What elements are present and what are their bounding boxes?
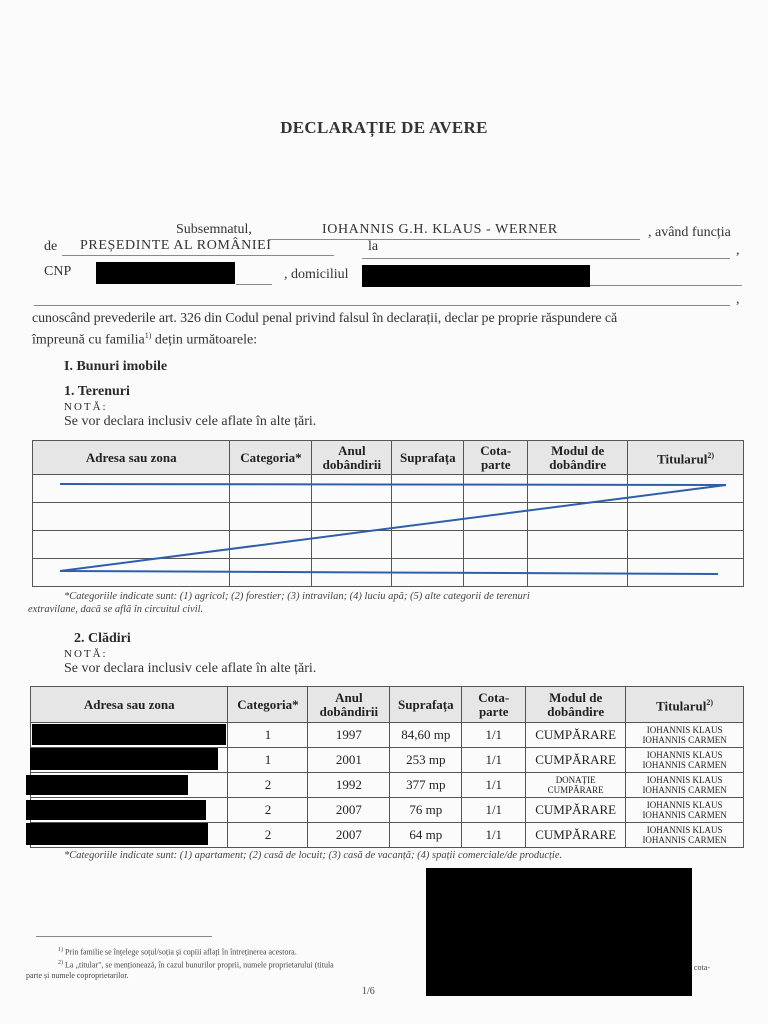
- col-adresa: Adresa sau zona: [33, 441, 230, 475]
- footnote-separator: [36, 936, 212, 937]
- address-continuation-underline: [34, 305, 730, 306]
- col-categoria: Categoria*: [230, 441, 312, 475]
- terenuri-strikethrough-z: [32, 470, 744, 586]
- cell-categoria: 2: [228, 798, 308, 823]
- domiciliul-underline: [590, 285, 742, 286]
- terenuri-nota-label: NOTĂ:: [64, 401, 108, 413]
- cell-anul: 2007: [308, 823, 390, 848]
- cell-suprafata: 84,60 mp: [390, 723, 462, 748]
- col-titular: Titularul$^{2)}$: [628, 441, 744, 475]
- cell-titular: IOHANNIS KLAUS IOHANNIS CARMEN: [626, 748, 744, 773]
- functia-underline: [62, 255, 334, 256]
- comma-1: ,: [736, 243, 740, 258]
- cell-modul: CUMPĂRARE: [526, 748, 626, 773]
- cell-titular: IOHANNIS KLAUS IOHANNIS CARMEN: [626, 798, 744, 823]
- cell-categoria: 1: [228, 723, 308, 748]
- col-anul: Anul dobândirii: [308, 687, 390, 723]
- redacted-address-3: [26, 775, 188, 795]
- col-anul: Anul dobândirii: [312, 441, 392, 475]
- de-label: de: [44, 239, 58, 254]
- terenuri-footnote-2: extravilane, dacă se află în circuitul civil.: [28, 604, 204, 615]
- cladiri-nota-label: NOTĂ:: [64, 648, 108, 660]
- statement-line-2: [32, 327, 744, 349]
- cell-cota: 1/1: [462, 748, 526, 773]
- cell-suprafata: 64 mp: [390, 823, 462, 848]
- cell-cota: 1/1: [462, 723, 526, 748]
- domiciliul-label: , domiciliul: [284, 267, 349, 282]
- redacted-address-1: [32, 724, 226, 745]
- terenuri-footnote-1: *Categoriile indicate sunt: (1) agricol; (2) forestier; (3) intravilan; (4) luciu apă; (5) alte categorii de terenuri: [64, 591, 530, 602]
- la-label: la: [368, 239, 379, 254]
- col-categoria: Categoria*: [228, 687, 308, 723]
- section-bunuri-imobile: I. Bunuri imobile: [64, 359, 168, 374]
- statement-line-1: cunoscând prevederile art. 326 din Codul penal privind falsul în declarații, declar pe proprie răspundere că: [32, 311, 618, 326]
- cell-suprafata: 253 mp: [390, 748, 462, 773]
- avand-functia-label: , având funcția: [648, 225, 731, 240]
- redacted-cnp: [96, 262, 235, 284]
- col-cota: Cota-parte: [464, 441, 528, 475]
- cell-cota: 1/1: [462, 773, 526, 798]
- cladiri-nota-text: Se vor declara inclusiv cele aflate în alte țări.: [64, 661, 317, 676]
- statement: [32, 310, 744, 349]
- declarant-name: IOHANNIS G.H. KLAUS - WERNER: [322, 222, 558, 237]
- cell-anul: 2001: [308, 748, 390, 773]
- cell-titular: IOHANNIS KLAUS IOHANNIS CARMEN: [626, 773, 744, 798]
- la-underline: [362, 258, 730, 259]
- cladiri-header-row: [31, 687, 744, 723]
- cell-anul: 1992: [308, 773, 390, 798]
- footnote-2: $^{2)}$ La „titular", se menționează, în cazul bunurilor proprii, numele proprietarului (titula: [58, 960, 334, 970]
- cnp-underline: [236, 284, 272, 285]
- redacted-address-5: [26, 823, 208, 845]
- col-suprafata: Suprafața: [392, 441, 464, 475]
- document-title: DECLARAȚIE DE AVERE: [280, 118, 488, 137]
- cell-suprafata: 76 mp: [390, 798, 462, 823]
- cladiri-footnote: *Categoriile indicate sunt: (1) apartament; (2) casă de locuit; (3) casă de vacanță; (4) spații comerciale/de producție.: [64, 850, 563, 861]
- redacted-address-4: [26, 800, 206, 820]
- cell-anul: 2007: [308, 798, 390, 823]
- cnp-label: CNP: [44, 264, 72, 279]
- statement-line-2-end: dețin următoarele:: [151, 332, 258, 348]
- col-modul: Modul de dobândire: [528, 441, 628, 475]
- cell-categoria: 2: [228, 823, 308, 848]
- col-modul: Modul de dobândire: [526, 687, 626, 723]
- col-suprafata: Suprafața: [390, 687, 462, 723]
- footnote-ref-1: 1): [144, 331, 152, 340]
- col-titular: Titularul$^{2)}$: [626, 687, 744, 723]
- redacted-address-2: [30, 748, 218, 770]
- cell-cota: 1/1: [462, 798, 526, 823]
- cell-modul: DONAȚIE CUMPĂRARE: [526, 773, 626, 798]
- cell-modul: CUMPĂRARE: [526, 823, 626, 848]
- footnote-1: $^{1)}$ Prin familie se înțelege soțul/soția și copiii aflați în întreținerea acestora.: [58, 947, 297, 957]
- cell-cota: 1/1: [462, 823, 526, 848]
- cell-anul: 1997: [308, 723, 390, 748]
- footnote-2-tail: cota-: [694, 963, 710, 972]
- subsection-terenuri: 1. Terenuri: [64, 384, 130, 399]
- redacted-signature-block: [426, 868, 692, 996]
- cell-titular: IOHANNIS KLAUS IOHANNIS CARMEN: [626, 723, 744, 748]
- terenuri-nota-text: Se vor declara inclusiv cele aflate în alte țări.: [64, 414, 317, 429]
- footnote-2-line-2: parte și numele coproprietarilor.: [26, 971, 129, 980]
- col-adresa: Adresa sau zona: [31, 687, 228, 723]
- functia-value: PREȘEDINTE AL ROMÂNIEI: [80, 238, 272, 253]
- subsemnatul-label: Subsemnatul,: [176, 222, 252, 237]
- statement-line-2-start: împreună cu familia: [32, 332, 145, 348]
- subsection-cladiri: 2. Clădiri: [74, 631, 131, 646]
- cell-categoria: 1: [228, 748, 308, 773]
- redacted-domiciliul: [362, 265, 590, 287]
- name-underline: [268, 239, 640, 240]
- z-line: [60, 484, 726, 574]
- cell-modul: CUMPĂRARE: [526, 723, 626, 748]
- cell-modul: CUMPĂRARE: [526, 798, 626, 823]
- cell-categoria: 2: [228, 773, 308, 798]
- page-number: 1/6: [362, 986, 375, 997]
- comma-2: ,: [736, 292, 740, 307]
- col-cota: Cota-parte: [462, 687, 526, 723]
- cell-suprafata: 377 mp: [390, 773, 462, 798]
- cell-titular: IOHANNIS KLAUS IOHANNIS CARMEN: [626, 823, 744, 848]
